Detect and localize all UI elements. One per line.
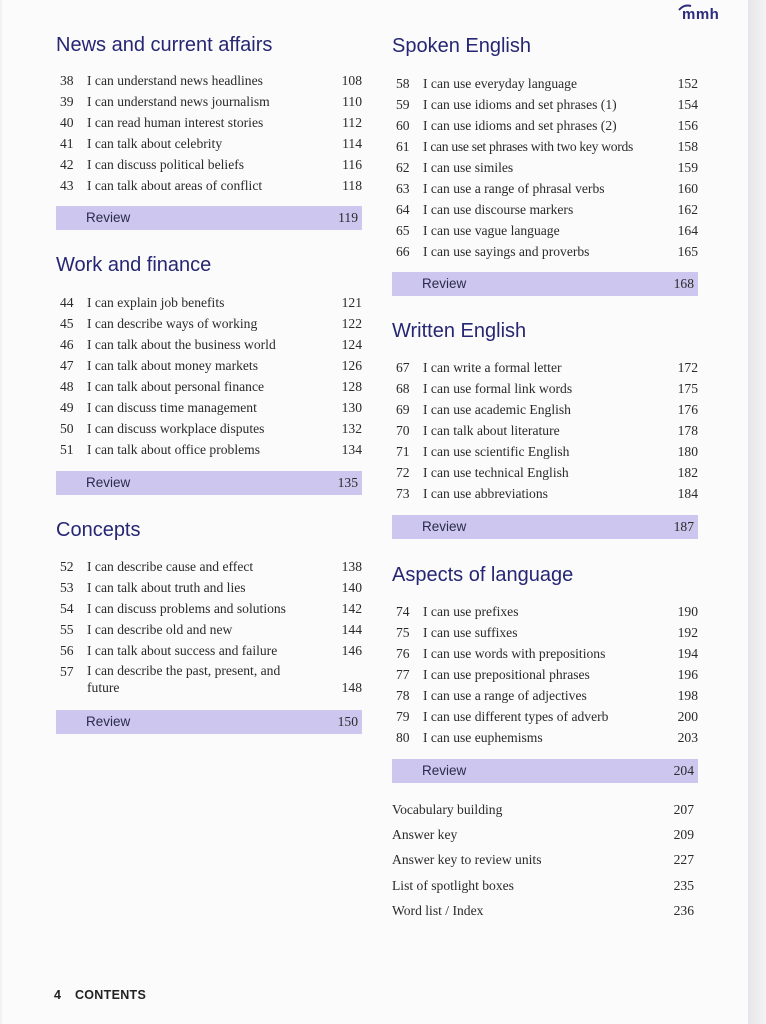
toc-row[interactable] — [392, 421, 698, 441]
toc-row[interactable] — [392, 158, 698, 178]
unit-number: 40 — [60, 115, 74, 130]
toc-row[interactable] — [56, 155, 362, 175]
extra-entry[interactable] — [392, 901, 698, 921]
unit-title: I can describe cause and effect — [87, 559, 254, 574]
unit-number: 38 — [60, 73, 74, 88]
unit-number: 63 — [396, 181, 410, 196]
toc-row[interactable] — [392, 358, 698, 378]
unit-number: 76 — [396, 646, 410, 661]
toc-row[interactable] — [392, 242, 698, 262]
page-number: 138 — [341, 559, 362, 574]
toc-row[interactable] — [56, 620, 362, 640]
unit-number: 46 — [60, 337, 74, 352]
unit-title: I can use vague language — [423, 223, 560, 238]
unit-number: 57 — [60, 664, 74, 679]
page-number: 207 — [673, 802, 694, 817]
unit-title: I can use sayings and proverbs — [423, 244, 590, 259]
extra-title: Answer key to review units — [392, 852, 542, 867]
section-title-aspects: Aspects of language — [392, 564, 574, 586]
toc-row[interactable] — [392, 221, 698, 241]
contents-page — [2, 0, 748, 1024]
toc-row[interactable] — [392, 95, 698, 115]
unit-number: 68 — [396, 381, 410, 396]
unit-number: 48 — [60, 379, 74, 394]
page-number: 134 — [341, 442, 362, 457]
page-number: 114 — [342, 136, 362, 151]
unit-number: 80 — [396, 730, 410, 745]
unit-title: I can use idioms and set phrases (2) — [423, 118, 617, 133]
page-number: 128 — [341, 379, 362, 394]
page-number: 142 — [341, 601, 362, 616]
toc-row[interactable] — [56, 335, 362, 355]
unit-title: I can use words with prepositions — [423, 646, 606, 661]
review-label: Review — [86, 714, 131, 729]
review-band[interactable] — [56, 206, 362, 230]
unit-number: 45 — [60, 316, 74, 331]
page-number: 126 — [341, 358, 362, 373]
page-number: 108 — [341, 73, 362, 88]
extra-title: List of spotlight boxes — [392, 878, 514, 893]
page-number: 122 — [341, 316, 362, 331]
review-label: Review — [86, 210, 131, 225]
toc-row[interactable] — [56, 557, 362, 577]
unit-title: I can read human interest stories — [87, 115, 264, 130]
toc-row[interactable] — [392, 74, 698, 94]
page-number: 182 — [677, 465, 698, 480]
page-number: 190 — [677, 604, 698, 619]
unit-title: I can describe the past, present, and future — [87, 663, 281, 695]
page-number: 152 — [677, 76, 698, 91]
page-number: 162 — [677, 202, 698, 217]
page-number: 112 — [342, 115, 362, 130]
unit-title: I can use technical English — [423, 465, 569, 480]
toc-row[interactable] — [392, 379, 698, 399]
unit-title: I can talk about personal finance — [87, 379, 265, 394]
page-number: 116 — [342, 157, 362, 172]
review-page: 119 — [338, 210, 358, 225]
extra-entry[interactable] — [392, 800, 698, 820]
unit-number: 55 — [60, 622, 74, 637]
toc-row[interactable] — [392, 116, 698, 136]
toc-row[interactable] — [392, 442, 698, 462]
review-label: Review — [422, 276, 467, 291]
page-number: 130 — [341, 400, 362, 415]
unit-title: I can use discourse markers — [423, 202, 574, 217]
unit-number: 61 — [396, 139, 410, 154]
page-number: 184 — [677, 486, 698, 501]
toc-row[interactable] — [56, 440, 362, 460]
unit-number: 70 — [396, 423, 410, 438]
page-edge — [748, 0, 766, 1024]
toc-row[interactable] — [392, 644, 698, 664]
toc-row[interactable] — [56, 641, 362, 661]
review-band[interactable] — [392, 272, 698, 296]
section-title-concepts: Concepts — [56, 519, 141, 541]
review-band[interactable] — [392, 515, 698, 539]
toc-row[interactable] — [392, 728, 698, 748]
toc-row[interactable] — [56, 578, 362, 598]
page-number: 236 — [673, 903, 694, 918]
unit-title: I can discuss workplace disputes — [87, 421, 265, 436]
page-number: 140 — [341, 580, 362, 595]
unit-number: 72 — [396, 465, 410, 480]
unit-number: 73 — [396, 486, 410, 501]
page-number: 156 — [677, 118, 698, 133]
unit-title: I can use a range of phrasal verbs — [423, 181, 605, 196]
unit-number: 75 — [396, 625, 410, 640]
toc-row[interactable] — [392, 179, 698, 199]
toc-row[interactable] — [56, 356, 362, 376]
toc-row[interactable] — [392, 137, 698, 157]
page-number: 200 — [677, 709, 698, 724]
unit-number: 53 — [60, 580, 74, 595]
unit-number: 39 — [60, 94, 74, 109]
unit-number: 58 — [396, 76, 410, 91]
review-band[interactable] — [56, 471, 362, 495]
toc-row[interactable] — [392, 484, 698, 504]
toc-row[interactable] — [56, 599, 362, 619]
page-number: 159 — [677, 160, 698, 175]
extra-entry[interactable] — [392, 825, 698, 845]
section-title-work: Work and finance — [56, 254, 212, 276]
unit-number: 74 — [396, 604, 410, 619]
unit-title: I can use everyday language — [423, 76, 577, 91]
section-title-written: Written English — [392, 320, 527, 342]
unit-title: I can use suffixes — [423, 625, 518, 640]
page-number: 164 — [677, 223, 698, 238]
unit-title: I can talk about success and failure — [87, 643, 278, 658]
toc-row[interactable] — [56, 314, 362, 334]
page-number: 196 — [677, 667, 698, 682]
review-label: Review — [422, 519, 467, 534]
toc-row[interactable] — [56, 377, 362, 397]
extra-title: Word list / Index — [392, 903, 484, 918]
unit-title: I can describe old and new — [87, 622, 233, 637]
toc-row[interactable] — [56, 176, 362, 196]
page-number: 172 — [677, 360, 698, 375]
review-page: 168 — [673, 276, 694, 291]
page-number: 124 — [341, 337, 362, 352]
page-number: 203 — [677, 730, 698, 745]
unit-number: 65 — [396, 223, 410, 238]
unit-title: I can write a formal letter — [423, 360, 562, 375]
review-page: 135 — [337, 475, 358, 490]
extra-entry[interactable] — [392, 850, 698, 870]
unit-title: I can understand news headlines — [87, 73, 263, 88]
toc-row[interactable] — [56, 113, 362, 133]
unit-number: 51 — [60, 442, 74, 457]
page-number: 158 — [677, 139, 698, 154]
unit-number: 64 — [396, 202, 410, 217]
toc-row[interactable] — [56, 134, 362, 154]
footer-title: CONTENTS — [74, 988, 147, 1002]
unit-number: 78 — [396, 688, 410, 703]
unit-number: 60 — [396, 118, 410, 133]
toc-row[interactable] — [56, 419, 362, 439]
toc-row[interactable] — [392, 602, 698, 622]
unit-number: 42 — [60, 157, 74, 172]
toc-row[interactable] — [56, 398, 362, 418]
page-number: 235 — [673, 878, 694, 893]
toc-row[interactable] — [392, 200, 698, 220]
unit-title: I can use prefixes — [423, 604, 519, 619]
unit-title: I can use a range of adjectives — [423, 688, 587, 703]
unit-title: I can talk about money markets — [87, 358, 258, 373]
unit-number: 41 — [60, 136, 74, 151]
toc-row[interactable] — [392, 463, 698, 483]
unit-number: 56 — [60, 643, 74, 658]
publisher-logo-text: mmh — [682, 6, 720, 23]
page-number: 146 — [341, 643, 362, 658]
footer-page-number: 4 — [54, 988, 61, 1002]
unit-title: I can use prepositional phrases — [423, 667, 590, 682]
right-column — [392, 0, 698, 1024]
page-number: 165 — [677, 244, 698, 259]
page-number: 192 — [677, 625, 698, 640]
toc-row[interactable] — [56, 92, 362, 112]
page-number: 178 — [677, 423, 698, 438]
toc-row[interactable] — [56, 293, 362, 313]
extra-entry[interactable] — [392, 876, 698, 896]
unit-title: I can discuss time management — [87, 400, 257, 415]
section-title-spoken: Spoken English — [392, 35, 531, 57]
unit-number: 59 — [396, 97, 410, 112]
left-column — [56, 0, 362, 1024]
unit-title: I can use set phrases with two key words — [423, 139, 633, 154]
toc-row[interactable] — [392, 623, 698, 643]
review-label: Review — [86, 475, 131, 490]
unit-number: 52 — [60, 559, 74, 574]
page-number: 198 — [677, 688, 698, 703]
unit-title: I can understand news journalism — [87, 94, 270, 109]
review-band[interactable] — [56, 710, 362, 734]
page-number: 176 — [677, 402, 698, 417]
unit-number: 69 — [396, 402, 410, 417]
unit-number: 44 — [60, 295, 74, 310]
unit-title: I can talk about celebrity — [87, 136, 223, 151]
toc-row[interactable] — [56, 662, 362, 698]
page-number: 110 — [342, 94, 362, 109]
unit-number: 71 — [396, 444, 410, 459]
page-number: 118 — [342, 178, 362, 193]
unit-title: I can use scientific English — [423, 444, 570, 459]
unit-title: I can use formal link words — [423, 381, 573, 396]
extra-title: Vocabulary building — [392, 802, 503, 817]
unit-number: 43 — [60, 178, 74, 193]
unit-number: 54 — [60, 601, 74, 616]
unit-title: I can use academic English — [423, 402, 571, 417]
unit-number: 66 — [396, 244, 410, 259]
page-number: 132 — [341, 421, 362, 436]
page-number: 154 — [677, 97, 698, 112]
toc-row[interactable] — [392, 400, 698, 420]
review-page: 204 — [673, 763, 694, 778]
page-number: 148 — [341, 680, 362, 695]
page-number: 227 — [673, 852, 694, 867]
extra-title: Answer key — [392, 827, 458, 842]
toc-row[interactable] — [392, 707, 698, 727]
unit-number: 79 — [396, 709, 410, 724]
unit-title: I can use abbreviations — [423, 486, 548, 501]
toc-row[interactable] — [392, 686, 698, 706]
unit-title: I can talk about areas of conflict — [87, 178, 263, 193]
unit-number: 47 — [60, 358, 74, 373]
unit-number: 50 — [60, 421, 74, 436]
unit-title: I can use different types of adverb — [423, 709, 609, 724]
unit-title: I can explain job benefits — [87, 295, 225, 310]
unit-title: I can use idioms and set phrases (1) — [423, 97, 617, 112]
review-label: Review — [422, 763, 467, 778]
toc-row[interactable] — [392, 665, 698, 685]
unit-number: 49 — [60, 400, 74, 415]
unit-number: 77 — [396, 667, 410, 682]
page-number: 144 — [341, 622, 362, 637]
unit-number: 67 — [396, 360, 410, 375]
unit-title: I can talk about truth and lies — [87, 580, 246, 595]
unit-title: I can discuss problems and solutions — [87, 601, 286, 616]
unit-title: I can talk about literature — [423, 423, 560, 438]
page-number: 121 — [341, 295, 362, 310]
page-number: 160 — [677, 181, 698, 196]
page-footer — [54, 988, 146, 1002]
page-number: 175 — [677, 381, 698, 396]
review-band[interactable] — [392, 759, 698, 783]
toc-row[interactable] — [56, 71, 362, 91]
page-number: 209 — [673, 827, 694, 842]
unit-title: I can discuss political beliefs — [87, 157, 245, 172]
review-page: 150 — [337, 714, 358, 729]
unit-title: I can describe ways of working — [87, 316, 258, 331]
section-title-news: News and current affairs — [56, 34, 273, 56]
unit-title: I can use euphemisms — [423, 730, 543, 745]
unit-number: 62 — [396, 160, 410, 175]
unit-title: I can talk about the business world — [87, 337, 276, 352]
unit-title: I can talk about office problems — [87, 442, 261, 457]
unit-title: I can use similes — [423, 160, 514, 175]
page-number: 180 — [677, 444, 698, 459]
page-number: 194 — [677, 646, 698, 661]
review-page: 187 — [673, 519, 694, 534]
